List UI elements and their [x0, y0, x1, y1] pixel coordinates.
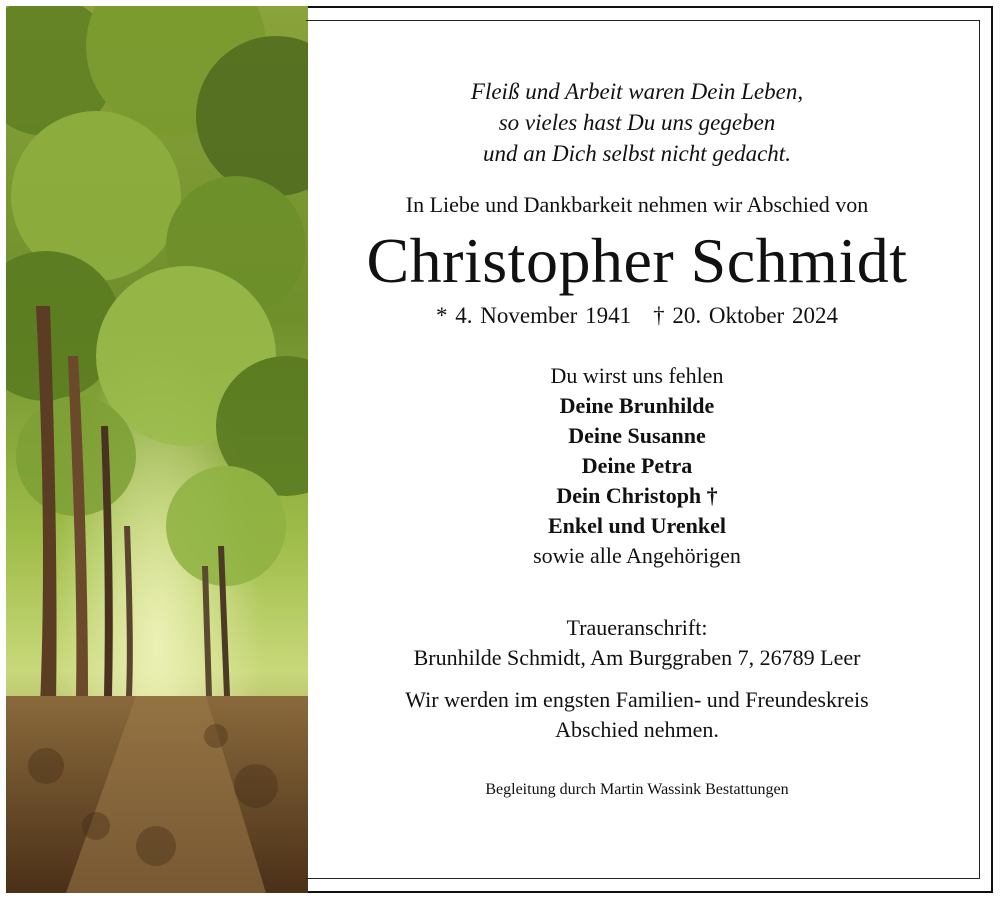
birth-date: * 4. November 1941 — [436, 303, 632, 328]
relatives-line: sowie alle Angehörigen — [533, 543, 741, 568]
life-dates — [308, 301, 966, 331]
undertaker-credit: Begleitung durch Martin Wassink Bestattungen — [485, 781, 789, 798]
poem-line: Fleiß und Arbeit waren Dein Leben, — [470, 79, 804, 104]
family-member: Dein Christoph † — [556, 483, 718, 508]
poem-line: so vieles hast Du uns gegeben — [498, 110, 776, 135]
private-farewell-note — [308, 685, 966, 745]
family-member: Deine Petra — [581, 453, 693, 478]
poem — [308, 76, 966, 169]
farewell-line: Du wirst uns fehlen — [550, 363, 724, 388]
note-line: Abschied nehmen. — [555, 717, 719, 742]
poem-line: und an Dich selbst nicht gedacht. — [483, 141, 791, 166]
address-label: Traueranschrift: — [566, 615, 708, 640]
note-line: Wir werden im engsten Familien- und Freundeskreis — [405, 687, 869, 712]
family-member: Enkel und Urenkel — [547, 513, 727, 538]
obituary-text — [308, 20, 966, 801]
family-member: Deine Susanne — [568, 423, 706, 448]
intro-line: In Liebe und Dankbarkeit nehmen wir Abschied von — [405, 192, 869, 217]
death-date: † 20. Oktober 2024 — [653, 303, 838, 328]
forest-path-image — [6, 6, 308, 893]
family-member: Deine Brunhilde — [559, 393, 715, 418]
family-list — [308, 391, 966, 541]
address-line: Brunhilde Schmidt, Am Burggraben 7, 26789 Leer — [413, 645, 861, 670]
deceased-name: Christopher Schmidt — [366, 225, 908, 296]
